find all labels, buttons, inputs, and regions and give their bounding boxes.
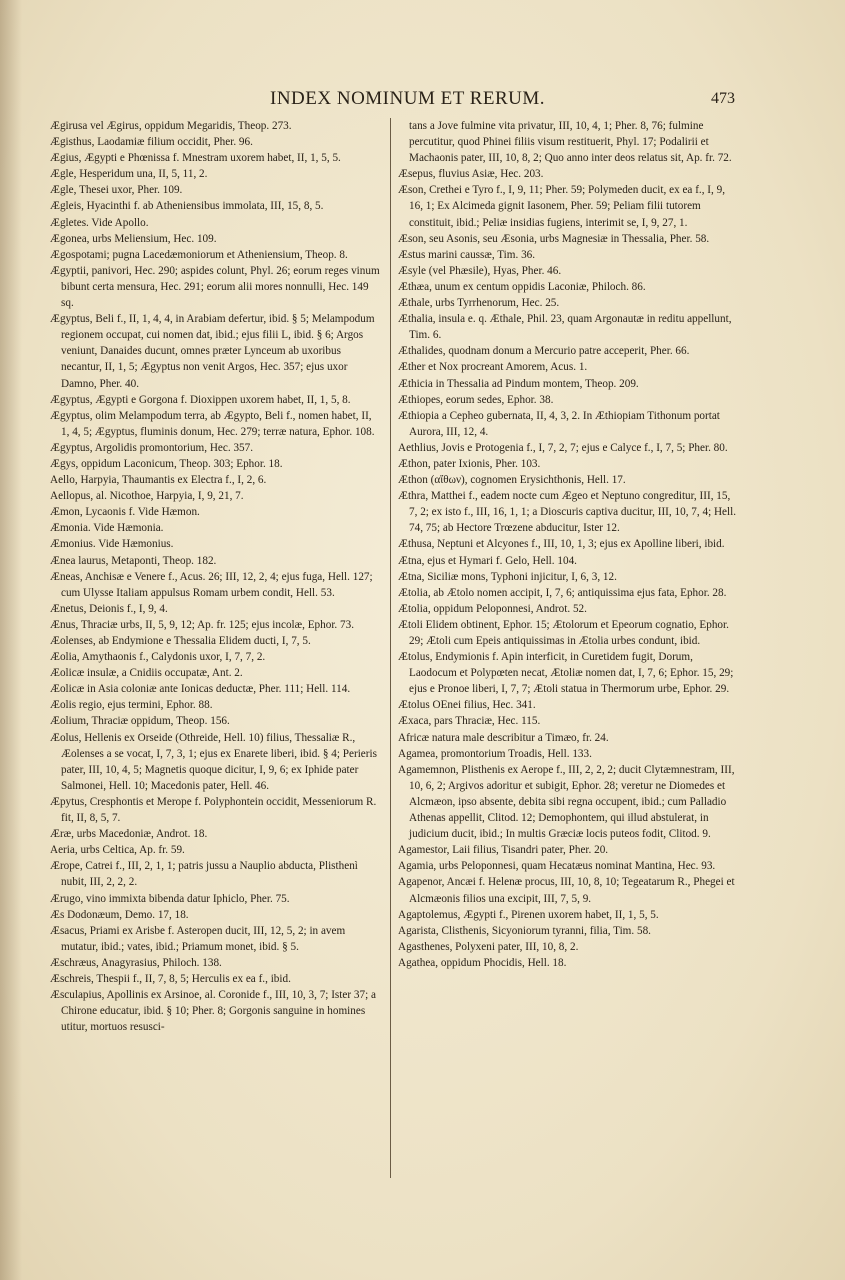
index-entry: Æstus marini caussæ, Tim. 36.	[398, 248, 536, 261]
index-entry: Ægyptii, panivori, Hec. 290; aspides colunt, Phyl. 26; eorum reges vinum bibunt certa mensura, Hec. 291; eorum alii mores nonnulli, Hec. 149 sq.	[50, 264, 380, 310]
index-entry: Ætoli Elidem obtinent, Ephor. 15; Ætolorum et Epeorum cognatio, Ephor. 29; Ætoli cum Epeis antiquissimas in Ætolia urbes condunt, ibid.	[398, 618, 729, 647]
index-entry: Æsacus, Priami ex Arisbe f. Asteropen ducit, III, 12, 5, 2; in avem mutatur, ibid.; vates, ibid.; Priamum monet, ibid. § 5.	[50, 924, 346, 953]
index-entry: Ænetus, Deionis f., I, 9, 4.	[50, 602, 168, 615]
index-entry: Æmonia. Vide Hæmonia.	[50, 522, 164, 535]
index-entry: Agasthenes, Polyxeni pater, III, 10, 8, 2.	[398, 940, 579, 953]
index-entry: Africæ natura male describitur a Timæo, fr. 24.	[398, 731, 609, 744]
index-entry: Æthalia, insula e. q. Æthale, Phil. 23, quam Argonautæ in reditu appellunt, Tim. 6.	[398, 313, 732, 342]
index-entry: Æolus, Hellenis ex Orseide (Othreide, Hell. 10) filius, Thessaliæ R., Æolenses a se vocat, I, 7, 3, 1; ejus ex Enarete liberi, ibid. § 4; Perieris pater, III, 10, 4, 5; Magnetis quoque dicitur, I, 9, 6; ex Iphide pater Salmonei, Hell. 10; Macedonis pater, Hell. 46.	[50, 731, 377, 792]
index-entry: Ætolia, ab Ætolo nomen accipit, I, 7, 6; antiquissima ejus fata, Ephor. 28.	[398, 586, 727, 599]
index-entry: Æolia, Amythaonis f., Calydonis uxor, I, 7, 7, 2.	[50, 651, 266, 664]
index-entry: Ægletes. Vide Apollo.	[50, 216, 149, 229]
index-entry: Ægirusa vel Ægirus, oppidum Megaridis, Theop. 273.	[50, 120, 292, 132]
index-entry: Ægyptus, Ægypti e Gorgona f. Dioxippen uxorem habet, II, 1, 5, 8.	[50, 393, 351, 406]
index-entry: Æthra, Matthei f., eadem nocte cum Ægeo et Neptuno congreditur, III, 15, 7, 2; ex isto f., III, 16, 1, 1; a Dioscuris captiva ducitur, III, 10, 7, 4; Hell. 74, 75; ab Hectore Trœzene abducitur, Ister 12.	[398, 490, 737, 535]
index-entry: Æthiopes, eorum sedes, Ephor. 38.	[398, 393, 554, 406]
index-entry: Æthæa, unum ex centum oppidis Laconiæ, Philoch. 86.	[398, 280, 646, 293]
index-entry: Æthusa, Neptuni et Alcyones f., III, 10, 1, 3; ejus ex Apolline liberi, ibid.	[398, 538, 725, 551]
column-divider	[390, 118, 391, 1178]
running-title: INDEX NOMINUM ET RERUM.	[270, 88, 546, 109]
index-entry: Ægle, Hesperidum una, II, 5, 11, 2.	[50, 168, 208, 181]
index-entry: Æs Dodonæum, Demo. 17, 18.	[50, 908, 189, 921]
right-column	[398, 118, 740, 971]
index-entry: Aello, Harpyia, Thaumantis ex Electra f., I, 2, 6.	[50, 474, 267, 487]
index-entry: Æthicia in Thessalia ad Pindum montem, Theop. 209.	[398, 377, 639, 390]
index-entry: Ætolus OEnei filius, Hec. 341.	[398, 699, 536, 712]
page-number: 473	[711, 90, 735, 107]
index-entry: Æolenses, ab Endymione e Thessalia Elidem ducti, I, 7, 5.	[50, 635, 311, 647]
index-entry: Ætolus, Endymionis f. Apin interficit, in Curetidem fugit, Dorum, Laodocum et Polypœten necat, Ætoliæ nomen dat, I, 7, 6; Ephor. 15, 29; ejus e Pronoe liberi, I, 7, 7; Ætoli statua in Thermorum urbe, Ephor. 29.	[398, 651, 734, 696]
index-entry: Æmon, Lycaonis f. Vide Hæmon.	[50, 506, 200, 519]
index-entry: Ærope, Catrei f., III, 2, 1, 1; patris jussu a Nauplio abducta, Plisthenì nubit, III, 2, 2, 2.	[50, 860, 358, 889]
index-entry: Aethlius, Jovis e Protogenia f., I, 7, 2, 7; ejus e Calyce f., I, 7, 5; Pher. 80.	[398, 441, 728, 454]
index-entry: Ærugo, vino immixta bibenda datur Iphiclo, Pher. 75.	[50, 892, 290, 905]
index-entry: Æolicæ in Asia coloniæ ante Ionicas deductæ, Pher. 111; Hell. 114.	[50, 683, 351, 696]
index-entry: Æpytus, Cresphontis et Merope f. Polyphontein occidit, Messeniorum R. fit, II, 8, 5, 7.	[50, 795, 377, 825]
index-entry: Agarista, Clisthenis, Sicyoniorum tyranni, filia, Tim. 58.	[398, 924, 651, 937]
index-entry: Æthale, urbs Tyrrhenorum, Hec. 25.	[398, 297, 560, 310]
index-entry: Æmonius. Vide Hæmonius.	[50, 538, 174, 551]
index-entry: Æthiopia a Cepheo gubernata, II, 4, 3, 2. In Æthiopiam Tithonum portat Aurora, III, 12, 4.	[398, 409, 720, 438]
index-entry: Æson, seu Asonis, seu Æsonia, urbs Magnesiæ in Thessalia, Pher. 58.	[398, 232, 710, 245]
index-entry: Agapenor, Ancæi f. Helenæ procus, III, 10, 8, 10; Tegeatarum R., Phegei et Alcmæonis filios una excipit, III, 7, 5, 9.	[398, 876, 735, 905]
index-entry: Ægys, oppidum Laconicum, Theop. 303; Ephor. 18.	[50, 457, 283, 470]
index-entry: Ægisthus, Laodamiæ filium occidit, Pher. 96.	[50, 136, 253, 149]
index-entry: Ægyptus, Argolidis promontorium, Hec. 357.	[50, 441, 254, 454]
index-entry: Æolium, Thraciæ oppidum, Theop. 156.	[50, 715, 230, 728]
index-entry: Ægle, Thesei uxor, Pher. 109.	[50, 184, 183, 197]
index-entry: Æolis regio, ejus termini, Ephor. 88.	[50, 699, 213, 712]
index-entry: Agamemnon, Plisthenis ex Aerope f., III, 2, 2, 2; ducit Clytæmnestram, III, 10, 6, 2; Argivos adoritur et subigit, Ephor. 28; veretur ne Diomedes et Alcmæon, ipso absente, debita sibi regna occupent, ibid.; cum Palladio Athenas appellit, Clitod. 12; Demophontem, qui illud abstulerat, in judicium ducit, ibid.; In multis Græciæ locis puteos fodit, Clitod. 9.	[398, 763, 735, 841]
index-entry: Agaptolemus, Ægypti f., Pirenen uxorem habet, II, 1, 5, 5.	[398, 908, 659, 921]
index-entry: Agathea, oppidum Phocidis, Hell. 18.	[398, 956, 567, 969]
index-entry: Ægonea, urbs Meliensium, Hec. 109.	[50, 232, 217, 245]
index-entry: Agamia, urbs Peloponnesi, quam Hecatæus nominat Mantina, Hec. 93.	[398, 860, 716, 873]
index-entry: Æthon (αἴθων), cognomen Erysichthonis, Hell. 17.	[398, 474, 626, 487]
index-entry: Aellopus, al. Nicothoe, Harpyia, I, 9, 21, 7.	[50, 490, 244, 503]
index-entry: Ætna, ejus et Hymari f. Gelo, Hell. 104.	[398, 554, 577, 567]
index-entry: Æræ, urbs Macedoniæ, Androt. 18.	[50, 828, 208, 841]
left-column	[50, 118, 380, 1035]
page-edge-shadow	[0, 0, 22, 1280]
index-entry: Æschreis, Thespii f., II, 7, 8, 5; Herculis ex ea f., ibid.	[50, 972, 291, 985]
index-entry: Ænea laurus, Metaponti, Theop. 182.	[50, 554, 217, 567]
index-entry: Æolicæ insulæ, a Cnidiis occupatæ, Ant. 2.	[50, 667, 243, 680]
index-entry: Ænus, Thraciæ urbs, II, 5, 9, 12; Ap. fr. 125; ejus incolæ, Ephor. 73.	[50, 618, 355, 631]
index-entry: Æsculapius, Apollinis ex Arsinoe, al. Coronide f., III, 10, 3, 7; Ister 37; a Chirone educatur, ibid. § 10; Pher. 8; Gorgonis sanguine in homines utitur, mortuos resusci-	[50, 989, 376, 1034]
index-entry: Æson, Crethei e Tyro f., I, 9, 11; Pher. 59; Polymeden ducit, ex ea f., I, 9, 16, 1; Ex Alcimeda gignit Iasonem, Pher. 59; Peliam filii tutorem constituit, ibid.; Peliæ insidias fugiens, interimit se, I, 9, 27, 1.	[398, 184, 726, 229]
index-entry: Æschræus, Anagyrasius, Philoch. 138.	[50, 956, 222, 969]
index-entry: Ægyptus, olim Melampodum terra, ab Ægypto, Beli f., nomen habet, II, 1, 4, 5; Ægyptus, fluminis donum, Hec. 279; terræ natura, Ephor. 108.	[50, 409, 375, 438]
index-entry: tans a Jove fulmine vita privatur, III, 10, 4, 1; Pher. 8, 76; fulmine percutitur, quod Phinei filiis visum restituerit, Phyl. 17; Podalirii et Machaonis pater, III, 10, 8, 2; Quo anno inter deos relatus sit, Ap. fr. 72.	[409, 120, 732, 165]
index-entry: Ægius, Ægypti e Phœnissa f. Mnestram uxorem habet, II, 1, 5, 5.	[50, 152, 341, 165]
index-entry: Ægospotami; pugna Lacedæmoniorum et Atheniensium, Theop. 8.	[50, 248, 348, 261]
index-entry: Ætna, Siciliæ mons, Typhoni injicitur, I, 6, 3, 12.	[398, 570, 617, 583]
index-entry: Æsyle (vel Phæsile), Hyas, Pher. 46.	[398, 264, 562, 277]
page-header	[0, 88, 845, 112]
index-entry: Ægyptus, Beli f., II, 1, 4, 4, in Arabiam defertur, ibid. § 5; Melampodum regionem occupat, cui nomen dat, ibid.; ejus filii L, ibid. § 6; Argos veniunt, Danaides ducunt, omnes præter Lynceum ab uxoribus necantur, II, 1, 5; Ægyptus non venit Argos, Hec. 357; ejus uxor Damno, Pher. 40.	[50, 313, 375, 390]
index-entry: Aeria, urbs Celtica, Ap. fr. 59.	[50, 844, 185, 857]
index-entry: Ægleis, Hyacinthi f. ab Atheniensibus immolata, III, 15, 8, 5.	[50, 200, 324, 213]
index-entry: Agamestor, Laii filius, Tisandri pater, Pher. 20.	[398, 844, 609, 857]
index-entry: Æxaca, pars Thraciæ, Hec. 115.	[398, 715, 541, 728]
index-entry: Ætolia, oppidum Peloponnesi, Androt. 52.	[398, 602, 587, 615]
index-entry: Æthon, pater Ixionis, Pher. 103.	[398, 457, 541, 470]
index-entry: Æthalides, quodnam donum a Mercurio patre acceperit, Pher. 66.	[398, 345, 690, 358]
index-entry: Æther et Nox procreant Amorem, Acus. 1.	[398, 361, 588, 374]
index-entry: Æsepus, fluvius Asiæ, Hec. 203.	[398, 168, 544, 181]
index-entry: Agamea, promontorium Troadis, Hell. 133.	[398, 747, 592, 760]
index-entry: Æneas, Anchisæ e Venere f., Acus. 26; III, 12, 2, 4; ejus fuga, Hell. 127; cum Ulysse Italiam appulsus Romam urbem condit, Hell. 53.	[50, 570, 373, 599]
